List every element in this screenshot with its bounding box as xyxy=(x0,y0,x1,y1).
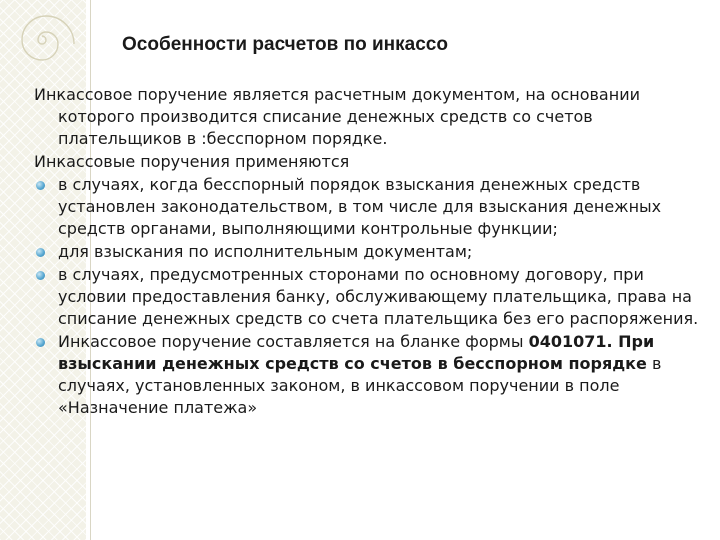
bullet-dot-icon xyxy=(36,271,45,280)
ornament-swirl-icon xyxy=(8,6,76,74)
list-item xyxy=(34,264,702,330)
intro-paragraph xyxy=(34,84,702,150)
list-item xyxy=(34,174,702,240)
list-item-text: в случаях, предусмотренных сторонами по основному договору, при условии предоставления банку, обслуживающему плательщика, права на списание денежных средств со счета плательщика без его распоряжения. xyxy=(58,265,699,328)
form-number: 0401071 xyxy=(528,332,607,351)
intro-definition: является расчетным документом, на основании которого производится списание денежных средств со счетов плательщиков в :бесспорном порядке. xyxy=(58,85,640,148)
list-item-text: в случаях, когда бесспорный порядок взыскания денежных средств установлен законодательством, в том числе для взыскания денежных средств органами, выполняющими контрольные функции; xyxy=(58,175,662,238)
list-item-text: для взыскания по исполнительным документам; xyxy=(58,242,473,261)
bullet-dot-icon xyxy=(36,181,45,190)
list-item xyxy=(34,331,702,419)
slide-body xyxy=(34,84,702,420)
page-title: Особенности расчетов по инкассо xyxy=(122,34,448,55)
lead-paragraph: Инкассовые поручения применяются xyxy=(34,152,350,171)
list-item xyxy=(34,241,702,263)
bullet-list xyxy=(34,174,702,419)
bold-phrase: При взыскании денежных средств со счетов в бесспорном порядке xyxy=(58,332,655,373)
form-number-dot: . xyxy=(606,332,613,351)
intro-term: Инкассовое поручение xyxy=(34,85,228,104)
list-item-text-tail: в случаях, установленных законом, в инкассовом поручении в поле «Назначение платежа» xyxy=(58,354,662,417)
bullet-dot-icon xyxy=(36,338,45,347)
bullet-dot-icon xyxy=(36,248,45,257)
list-item-text: Инкассовое поручение составляется на бланке формы xyxy=(58,332,529,351)
